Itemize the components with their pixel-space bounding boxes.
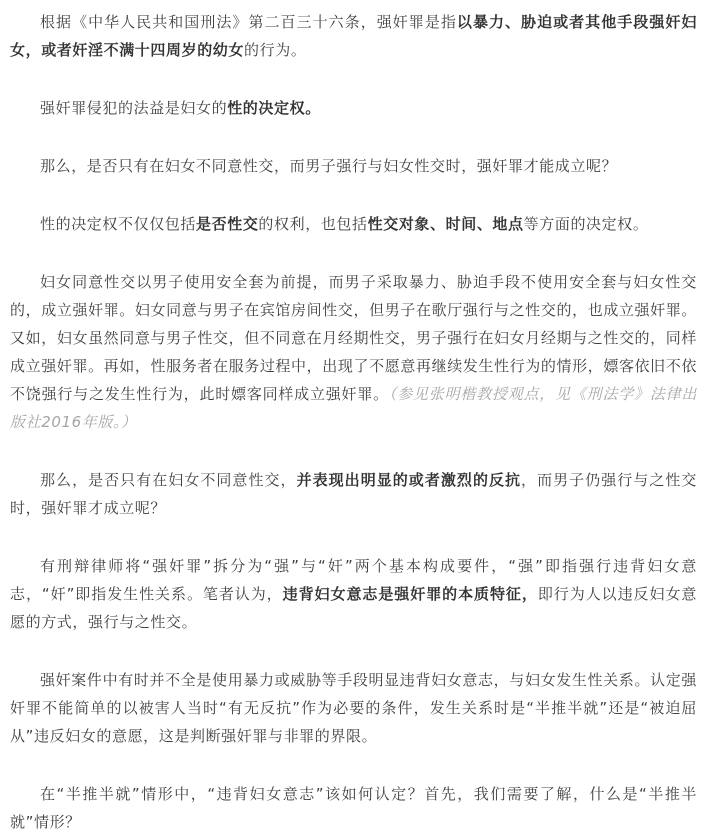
paragraph-gap	[10, 180, 697, 210]
text-run: 的行为。	[244, 41, 307, 59]
paragraph-question-2	[10, 466, 697, 522]
bold-emphasis: 以暴力、胁迫或者其他手段强奸妇女，或者奸淫不满十四周岁的幼女	[10, 13, 697, 59]
paragraph-examples	[10, 268, 697, 436]
text-run: ，而男子仍强行与之性交时，强奸罪才成立呢？	[10, 471, 697, 517]
text-run: 的权利，也包括	[258, 215, 368, 233]
paragraph-gap	[10, 750, 697, 780]
paragraph-gap	[10, 522, 697, 552]
paragraph-gap	[10, 636, 697, 666]
paragraph-legal-interest	[10, 94, 697, 122]
paragraph-gap	[10, 238, 697, 268]
paragraph-essential-feature	[10, 552, 697, 636]
paragraph-definition	[10, 0, 697, 64]
paragraph-question-1	[10, 152, 697, 180]
citation-note: （参见张明楷教授观点，见《刑法学》法律出版社2016年版。）	[10, 385, 697, 431]
text-run: 强奸罪侵犯的法益是妇女的	[40, 99, 228, 117]
text-run: 在“半推半就”情形中，“违背妇女意志”该如何认定？首先，我们需要了解，什么是“半推半就”情形？	[10, 785, 697, 831]
bold-emphasis: 性的决定权。	[227, 99, 321, 117]
paragraph-gap	[10, 436, 697, 466]
paragraph-decision-right	[10, 210, 697, 238]
text-run: 性的决定权不仅仅包括	[40, 215, 197, 233]
bold-emphasis: 并表现出明显的或者激烈的反抗	[296, 471, 522, 489]
text-run: 有刑辩律师将“强奸罪”拆分为“强”与“奸”两个基本构成要件，“强”即指强行违背妇女意志，“奸”即指发生性关系。笔者认为，	[10, 557, 697, 603]
bold-emphasis: 性交对象、时间、地点	[367, 215, 524, 233]
bold-emphasis: 是否性交	[196, 215, 259, 233]
paragraph-half-push	[10, 666, 697, 750]
text-run: 妇女同意性交以男子使用安全套为前提，而男子采取暴力、胁迫手段不使用安全套与妇女性交的，成立强奸罪。妇女同意与男子在宾馆房间性交，但男子在歌厅强行与之性交的，也成立强奸罪。又如，妇女虽然同意与男子性交，但不同意在月经期性交，男子强行在妇女月经期与之性交的，同样成立强奸罪。再如，性服务者在服务过程中，出现了不愿意再继续发生性行为的情形，嫖客依旧不依不饶强行与之发生性行为，此时嫖客同样成立强奸罪。	[10, 273, 697, 403]
text-run: 那么，是否只有在妇女不同意性交，	[40, 471, 297, 489]
text-run: 根据《中华人民共和国刑法》第二百三十六条，强奸罪是指	[40, 13, 457, 31]
paragraph-gap	[10, 122, 697, 152]
bold-emphasis: 违背妇女意志是强奸罪的本质特征，	[282, 585, 538, 603]
text-run: 那么，是否只有在妇女不同意性交，而男子强行与妇女性交时，强奸罪才能成立呢？	[40, 157, 618, 175]
paragraph-question-3	[10, 780, 697, 836]
text-run: 即行为人以违反妇女意愿的方式，强行与之性交。	[10, 585, 697, 631]
paragraph-gap	[10, 64, 697, 94]
text-run: 强奸案件中有时并不全是使用暴力或威胁等手段明显违背妇女意志，与妇女发生性关系。认定强奸罪不能简单的以被害人当时“有无反抗”作为必要的条件，发生关系时是“半推半就”还是“被迫屈从”违反妇女的意愿，这是判断强奸罪与非罪的界限。	[10, 671, 697, 745]
text-run: 等方面的决定权。	[523, 215, 649, 233]
